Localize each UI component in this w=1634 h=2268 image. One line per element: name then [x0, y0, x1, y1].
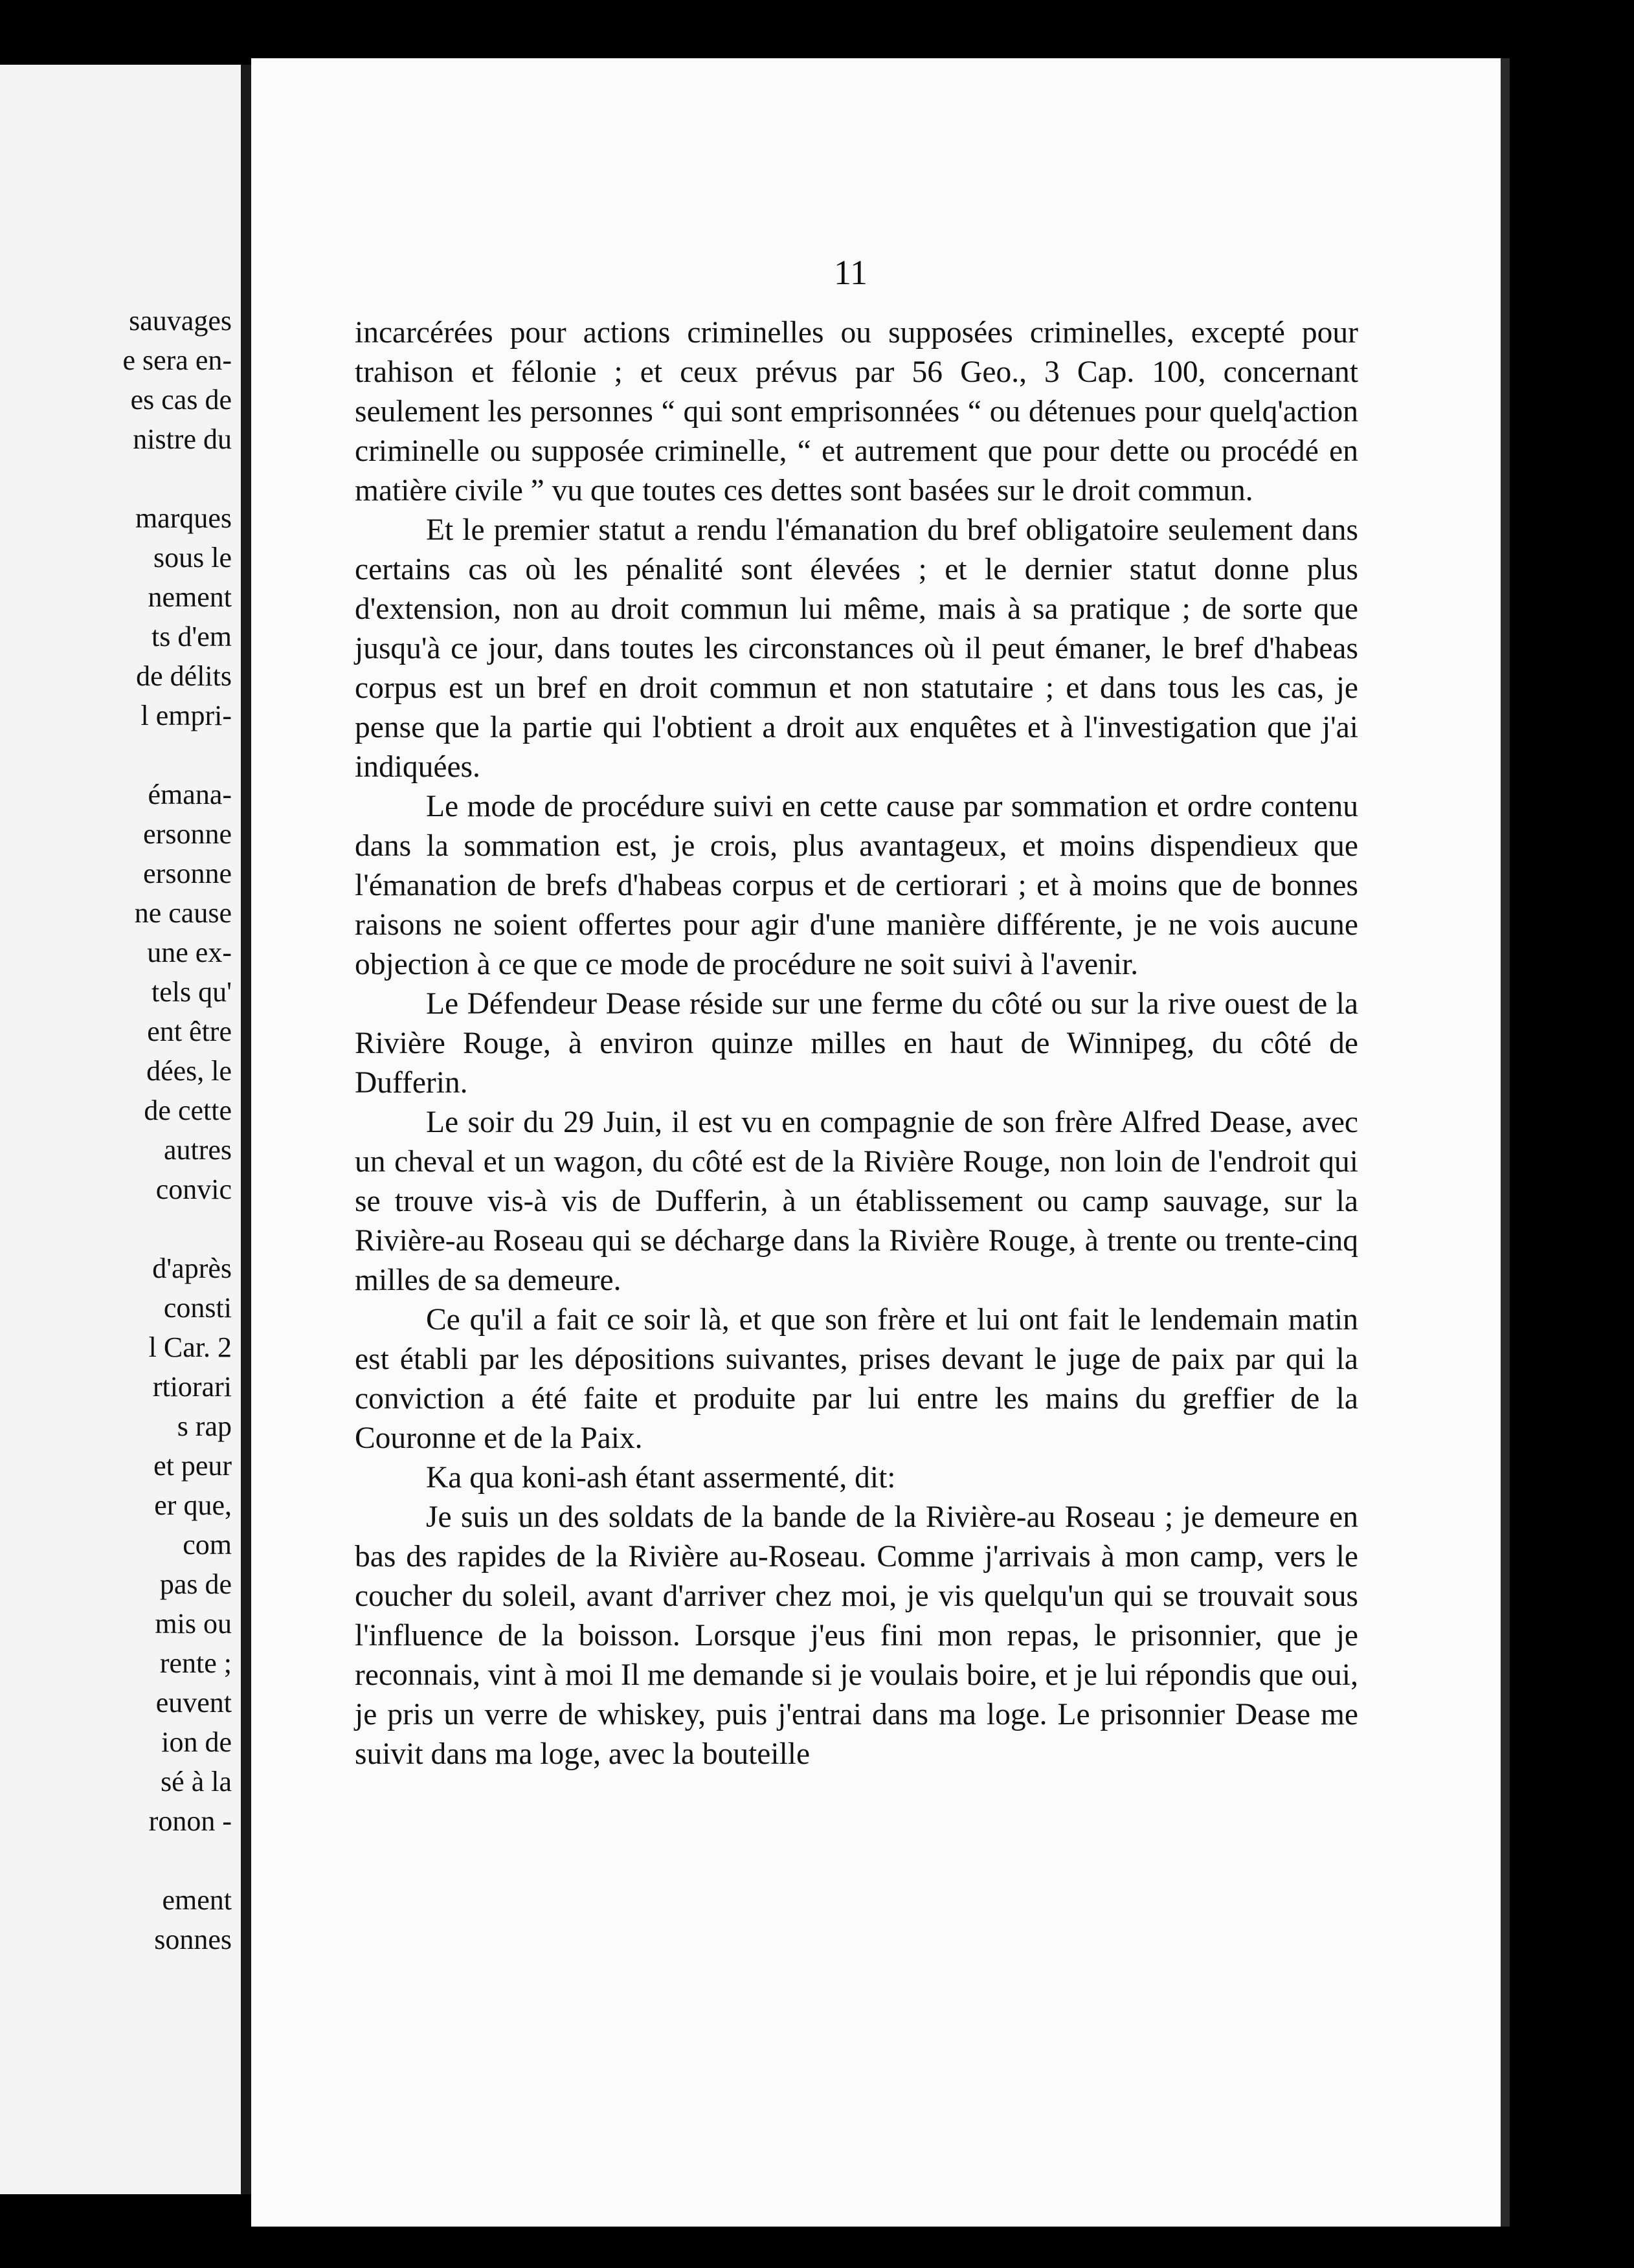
left-page-line: euvent: [155, 1687, 232, 1718]
left-page-line: marques: [135, 502, 232, 534]
left-page-line: ersonne: [143, 818, 232, 850]
left-page-line: l empri-: [140, 700, 232, 731]
body-text: [355, 313, 1358, 1774]
left-page-line: sé à la: [161, 1766, 232, 1797]
left-page-line: ent être: [147, 1016, 232, 1047]
left-page-line: e sera en-: [122, 344, 232, 376]
paragraph-7: Ka qua koni-ash étant assermenté, dit:: [426, 1461, 896, 1495]
left-page-line: tels qu': [151, 976, 232, 1008]
left-page-line: rente ;: [159, 1647, 232, 1679]
page-edge-shadow: [1501, 58, 1510, 2227]
paragraph-6: Ce qu'il a fait ce soir là, et que son frère et lui ont fait le lendemain matin est établi par les dépositions suivantes, prises devant le juge de paix par qui la conviction a été faite et produite par lui entre les mains du greffier de la Couronne et de la Paix.: [355, 1303, 1358, 1455]
left-page-line: rtiorari: [152, 1371, 232, 1403]
left-page-line: pas de: [159, 1568, 232, 1600]
left-page-line: émana-: [148, 779, 232, 810]
left-page-line: convic: [155, 1173, 232, 1205]
paragraph-5: Le soir du 29 Juin, il est vu en compagnie de son frère Alfred Dease, avec un cheval et un wagon, du côté est de la Rivière Rouge, non loin de l'endroit qui se trouve vis-à vis de Dufferin, à un établissement ou camp sauvage, sur la Rivière-au Roseau qui se décharge dans la Rivière Rouge, à trente ou trente-cinq milles de sa demeure.: [355, 1106, 1358, 1297]
left-page-line: ion de: [161, 1726, 232, 1758]
left-page-line: er que,: [154, 1489, 232, 1521]
left-page-line: nistre du: [133, 423, 232, 455]
left-page-line: ersonne: [143, 858, 232, 889]
left-page-fragment: [0, 65, 241, 2194]
left-page-line: une ex-: [147, 937, 232, 968]
left-page-line: ement: [162, 1884, 232, 1916]
left-page-line: d'après: [152, 1252, 232, 1284]
paragraph-2: Et le premier statut a rendu l'émanation du bref obligatoire seulement dans certains cas où les pénalité sont élevées ; et le dernier statut donne plus d'extension, non au droit commun lui même, mais à sa pratique ; de sorte que jusqu'à ce jour, dans toutes les circonstances où il peut émaner, le bref d'habeas corpus est un bref en droit commun et non statutaire ; et dans tous les cas, je pense que la partie qui l'obtient a droit aux enquêtes et à l'investigation que j'ai indiquées.: [355, 513, 1358, 784]
page-number: 11: [834, 253, 867, 292]
left-page-line: ts d'em: [151, 621, 232, 652]
left-page-line: dées, le: [146, 1055, 232, 1087]
left-page-line: l Car. 2: [148, 1331, 232, 1363]
left-page-line: ne cause: [134, 897, 232, 929]
left-page-line: de délits: [136, 660, 232, 692]
paragraph-8: Je suis un des soldats de la bande de la Rivière-au Roseau ; je demeure en bas des rapides de la Rivière au-Roseau. Comme j'arrivais à mon camp, vers le coucher du soleil, avant d'arriver chez moi, je vis quelqu'un qui se trouvait sous l'influence de la boisson. Lorsque j'eus fini mon repas, le prisonnier, que je reconnais, vint à moi Il me demande si je voulais boire, et je lui répondis que oui, je pris un verre de whiskey, puis j'entrai dans ma loge. Le prisonnier Dease me suivit dans ma loge, avec la bouteille: [355, 1500, 1358, 1771]
left-page-line: es cas de: [130, 384, 232, 416]
page-gutter: [241, 65, 251, 2194]
paragraph-1: incarcérées pour actions criminelles ou supposées criminelles, excepté pour trahison et félonie ; et ceux prévus par 56 Geo., 3 Cap. 100, concernant seulement les personnes “ qui sont emprisonnées “ ou détenues pour quelq'action criminelle ou supposée criminelle, “ et autrement que pour dette ou procédé en matière civile ” vu que toutes ces dettes sont basées sur le droit commun.: [355, 316, 1358, 507]
right-page: [251, 58, 1501, 2227]
left-page-line: de cette: [144, 1095, 232, 1126]
left-page-line: mis ou: [155, 1608, 232, 1640]
paragraph-3: Le mode de procédure suivi en cette cause par sommation et ordre contenu dans la sommation est, je crois, plus avantageux, et moins dispendieux que l'émanation de brefs d'habeas corpus et de certiorari ; et à moins que de bonnes raisons ne soient offertes pour agir d'une manière différente, je ne vois aucune objection à ce que ce mode de procédure ne soit suivi à l'avenir.: [355, 790, 1358, 981]
left-page-line: s rap: [177, 1410, 232, 1442]
left-page-line: nement: [148, 581, 232, 613]
left-page-line: ronon -: [148, 1805, 232, 1837]
left-page-line: et peur: [153, 1450, 232, 1482]
left-page-line: sonnes: [154, 1924, 232, 1955]
left-page-line: sauvages: [129, 305, 232, 337]
left-page-line: consti: [163, 1292, 232, 1324]
left-page-line: com: [183, 1529, 232, 1561]
left-page-line: autres: [163, 1134, 232, 1166]
left-page-line: sous le: [153, 542, 232, 573]
paragraph-4: Le Défendeur Dease réside sur une ferme du côté ou sur la rive ouest de la Rivière Rouge, à environ quinze milles en haut de Winnipeg, du côté de Dufferin.: [355, 987, 1358, 1100]
